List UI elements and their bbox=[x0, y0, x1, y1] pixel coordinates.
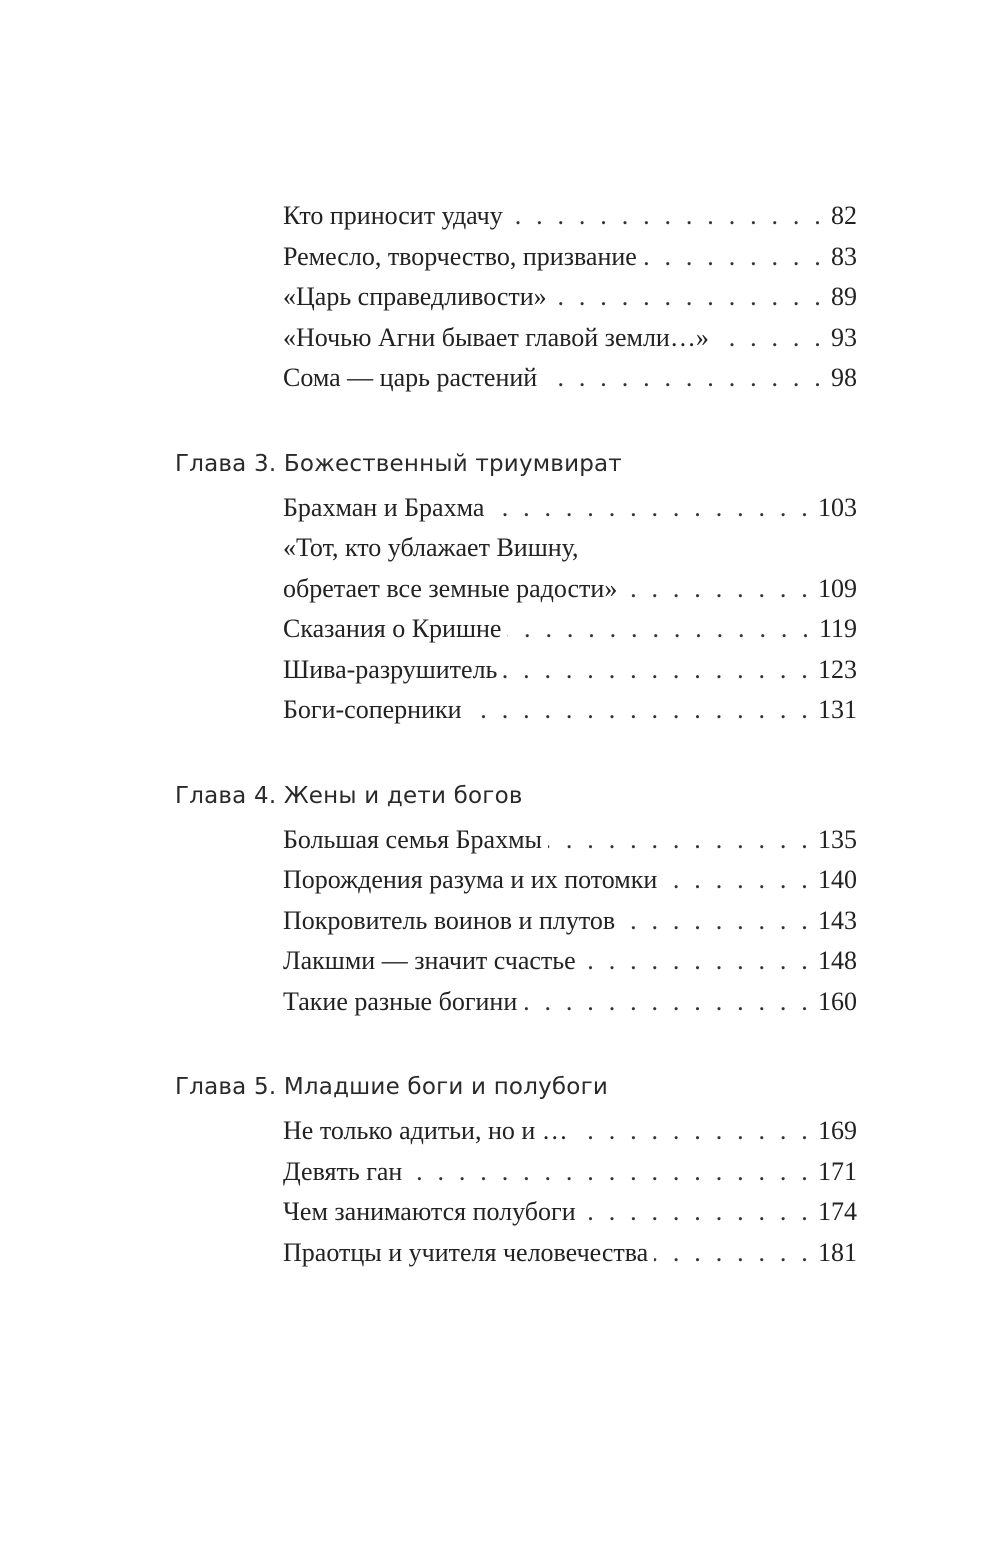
page-number: 140 bbox=[818, 865, 857, 894]
toc-entry[interactable] bbox=[283, 277, 857, 318]
dot-leader bbox=[543, 358, 825, 399]
dot-leader bbox=[574, 1111, 812, 1152]
toc-entry[interactable] bbox=[283, 901, 857, 942]
page-number: 83 bbox=[831, 241, 857, 271]
toc-entry[interactable] bbox=[283, 358, 857, 399]
page-number: 119 bbox=[818, 614, 857, 643]
dot-leader bbox=[548, 820, 812, 861]
toc-entry[interactable] bbox=[283, 941, 857, 982]
toc-entry[interactable] bbox=[283, 820, 857, 861]
dot-leader bbox=[490, 488, 812, 529]
toc-entry[interactable] bbox=[283, 528, 857, 609]
toc-entry[interactable] bbox=[283, 982, 857, 1023]
entry-title: Лакшми — значит счастье bbox=[283, 946, 576, 975]
entry-title: Праотцы и учителя человечества bbox=[283, 1237, 649, 1267]
entry-title: Девять ган bbox=[283, 1156, 403, 1186]
page-number: 109 bbox=[818, 573, 857, 603]
toc-entry[interactable] bbox=[283, 1233, 857, 1274]
toc-entry[interactable] bbox=[283, 1192, 857, 1233]
chapter-heading: Глава 4. Жены и дети богов bbox=[175, 782, 523, 809]
table-of-contents bbox=[175, 196, 857, 1273]
dot-leader bbox=[654, 1233, 812, 1274]
dot-leader bbox=[553, 277, 825, 318]
dot-leader bbox=[582, 941, 812, 982]
entry-title: «Царь справедливости» bbox=[283, 282, 547, 311]
entry-title: Не только адитьи, но и … bbox=[283, 1116, 568, 1145]
page-number: 143 bbox=[818, 905, 857, 935]
dot-leader bbox=[643, 237, 825, 278]
dot-leader bbox=[408, 1152, 812, 1193]
toc-section bbox=[175, 196, 857, 399]
entry-title: Чем занимаются полубоги bbox=[283, 1197, 576, 1226]
toc-entry[interactable] bbox=[283, 650, 857, 691]
page-number: 89 bbox=[831, 282, 857, 311]
toc-entry[interactable] bbox=[283, 318, 857, 359]
dot-leader bbox=[715, 318, 825, 359]
entry-title: обретает все земные радости» bbox=[283, 573, 618, 603]
entry-title: Брахман и Брахма bbox=[283, 492, 485, 522]
page-number: 135 bbox=[818, 824, 857, 854]
entry-title: Ремесло, творчество, призвание bbox=[283, 241, 637, 271]
toc-section bbox=[175, 444, 857, 731]
dot-leader bbox=[468, 690, 812, 731]
chapter-heading: Глава 5. Младшие боги и полубоги bbox=[175, 1074, 609, 1100]
toc-entry[interactable] bbox=[283, 1152, 857, 1193]
dot-leader bbox=[621, 901, 812, 942]
page-number: 160 bbox=[818, 986, 857, 1016]
entry-title: Порождения разума и их потомки bbox=[283, 865, 658, 894]
entry-title: Сказания о Кришне bbox=[283, 614, 502, 643]
toc-entry[interactable] bbox=[283, 690, 857, 731]
toc-entry[interactable] bbox=[283, 860, 857, 901]
page-number: 148 bbox=[818, 946, 857, 975]
page-number: 93 bbox=[831, 322, 857, 352]
page-number: 181 bbox=[818, 1237, 857, 1267]
toc-entry[interactable] bbox=[283, 196, 857, 237]
dot-leader bbox=[503, 650, 812, 691]
entry-title: Покровитель воинов и плутов bbox=[283, 905, 616, 935]
entry-title-line: «Тот, кто ублажает Вишну, bbox=[283, 533, 579, 562]
toc-entry[interactable] bbox=[283, 488, 857, 529]
page-number: 82 bbox=[831, 201, 857, 230]
entry-title: Большая семья Брахмы bbox=[283, 824, 542, 854]
toc-entry[interactable] bbox=[283, 1111, 857, 1152]
dot-leader bbox=[582, 1192, 812, 1233]
page-number: 123 bbox=[818, 654, 857, 684]
chapter-heading: Глава 3. Божественный триумвират bbox=[175, 450, 622, 477]
entry-title: Боги-соперники bbox=[283, 695, 462, 724]
entry-title: Сома — царь растений bbox=[283, 363, 538, 392]
entry-title: Шива-разрушитель bbox=[283, 654, 498, 684]
entry-title: «Ночью Агни бывает главой земли…» bbox=[283, 322, 709, 352]
entry-title: Такие разные богини bbox=[283, 986, 518, 1016]
dot-leader bbox=[507, 609, 813, 650]
dot-leader bbox=[523, 982, 812, 1023]
dot-leader bbox=[509, 196, 825, 237]
entry-title: Кто приносит удачу bbox=[283, 201, 503, 230]
toc-section bbox=[175, 776, 857, 1023]
toc-entry[interactable] bbox=[283, 237, 857, 278]
toc-section bbox=[175, 1067, 857, 1273]
page-number: 98 bbox=[831, 363, 857, 392]
page-number: 103 bbox=[818, 492, 857, 522]
page-number: 174 bbox=[818, 1197, 857, 1226]
page-number: 169 bbox=[818, 1116, 857, 1145]
page-number: 171 bbox=[818, 1156, 857, 1186]
dot-leader bbox=[663, 860, 812, 901]
page-number: 131 bbox=[818, 695, 857, 724]
dot-leader bbox=[623, 569, 812, 610]
toc-entry[interactable] bbox=[283, 609, 857, 650]
